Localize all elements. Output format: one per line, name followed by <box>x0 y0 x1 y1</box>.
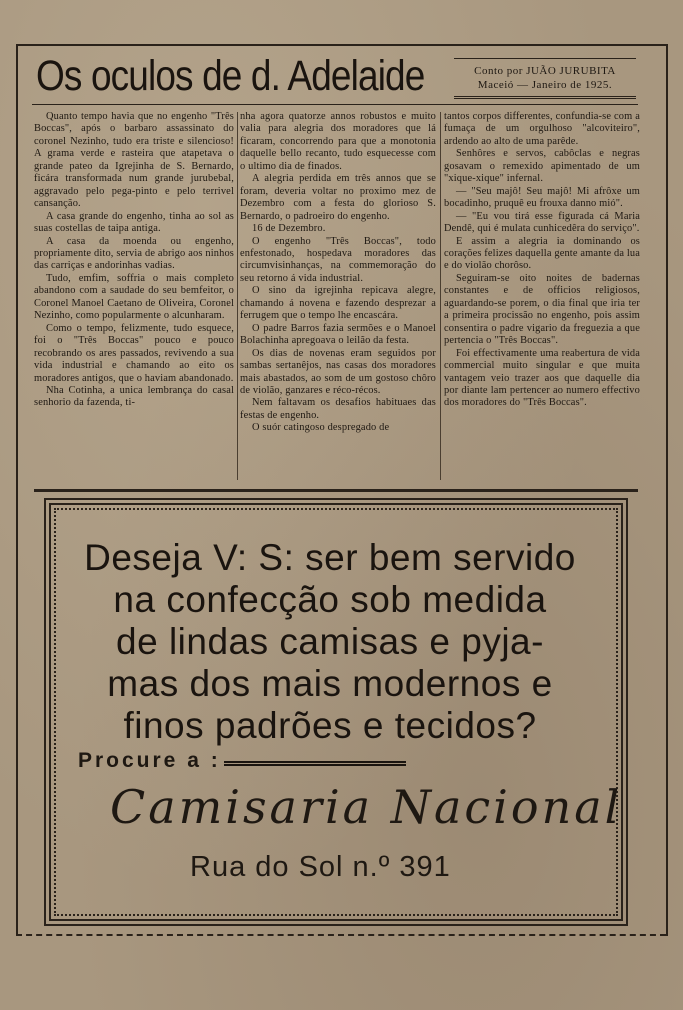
paragraph: — "Eu vou tirá esse figurada cá Maria Dendê, qui é mulata cunhicedêra do serviço". <box>444 210 640 235</box>
paragraph: Tudo, emfim, soffria o mais completo abandono com a saudade do seu bemfeitor, o Coronel Manoel Caetano de Oliveira, Coronel Nezinho, como popularmente o alcunharam. <box>34 272 234 322</box>
paragraph: Quanto tempo havia que no engenho "Três Boccas", após o barbaro assassinato do coronel Nezinho, tudo era triste e silencioso! A grama verde e rasteira que atapetava o grande pateo da Igrejinha de S. Bernardo, ficára transformada num grande jurubebal, aggravado pelo pega-pinto e pelo terrivel cansanção. <box>34 111 234 210</box>
ad-procure-label: Procure a : <box>78 749 221 772</box>
top-rule <box>16 44 666 46</box>
ad-headline-line: finos padrões e tecidos? <box>123 705 537 746</box>
paragraph: Seguiram-se oito noites de badernas constantes e de officios religiosos, aguardando-se porem, o dia final que iria ter a primeira procissão no engenho, pois assim consentira o padre vigario da freguezia a que pertencia o "Três Boccas". <box>444 272 640 347</box>
title-rule <box>32 104 638 105</box>
paragraph: — "Seu majô! Seu majô! Mi afrôxe um bocadinho, pruquê eu frouxa danno mió". <box>444 185 640 210</box>
paragraph: O engenho "Três Boccas", todo enfestonado, hospedava moradores das circumvisinhanças, na commemoração do seu retorno á vida industrial. <box>240 235 436 284</box>
paragraph: Senhôres e servos, cabôclas e negras gosavam o remexido apimentado de um "xique-xique" infernal. <box>444 148 640 185</box>
column-divider <box>237 112 238 480</box>
byline-author: Conto por JUÃO JURUBITA <box>474 65 616 77</box>
paragraph: nha agora quatorze annos robustos e muito valia para alegria dos moradores que lá ficaram, concorrendo para que a monotonia daquelle bello recanto, tudo esquecesse com o ultimo dia de finados. <box>240 111 436 172</box>
ad-headline-line: de lindas camisas e pyja- <box>116 621 544 662</box>
paragraph: Os dias de novenas eram seguidos por sambas sertanêjos, nas casas dos moradores mais abastados, ao som de um gostoso chôro de violão, ganzares e réco-récos. <box>240 347 436 396</box>
bottom-rule <box>16 934 666 936</box>
paragraph: tantos corpos differentes, confundia-se com a fumaça de um orgulhoso "alcoviteiro", ardendo ao alto de uma parêde. <box>444 111 640 147</box>
byline-place-date: Maceió — Janeiro de 1925. <box>477 79 613 91</box>
article-column-3 <box>444 111 640 481</box>
paragraph: Foi effectivamente uma reabertura de vida commercial muito singular e que muita vantagem veio trazer aos que daquelle dia por diante lam pertencer ao numero effectivo dos moradores do "Três Boccas". <box>444 347 640 409</box>
paragraph: E assim a alegria ia dominando os corações felizes daquella gente amante da lua e do violão chorôso. <box>444 235 640 272</box>
column-divider <box>440 112 441 480</box>
byline-rule-top <box>454 58 636 59</box>
ad-headline-line: Deseja V: S: ser bem servido <box>84 537 576 578</box>
paragraph: O suór catingoso despregado de <box>252 422 390 434</box>
ad-headline-line: mas dos mais modernos e <box>107 663 553 704</box>
article-column-2 <box>240 111 436 481</box>
paragraph: 16 de Dezembro. <box>252 223 326 235</box>
paragraph: A casa grande do engenho, tinha ao sol as suas costellas de taipa antiga. <box>34 210 234 235</box>
ad-shop-name: Camisaria Nacional <box>110 780 623 834</box>
ad-address: Rua do Sol n.º 391 <box>190 851 451 883</box>
byline-rule-bottom <box>454 96 636 99</box>
paragraph: Nem faltavam os desafios habituaes das festas de engenho. <box>240 397 436 421</box>
paragraph: Como o tempo, felizmente, tudo esquece, foi o "Três Boccas" pouco e pouco recobrando os ares passados, revivendo a sua vida industrial e chamando ao eito os moradores antigos, que o haviam abandonado. <box>34 322 234 384</box>
ad-procure-rule <box>224 761 406 766</box>
paragraph: O padre Barros fazia sermões e o Manoel Bolachinha apregoava o leilão da festa. <box>240 322 436 347</box>
ad-separator-rule <box>34 489 638 492</box>
ad-headline-line: na confecção sob medida <box>113 579 547 620</box>
article-column-1 <box>34 111 234 481</box>
paragraph: O sino da igrejinha repicava alegre, chamando á novena e fazendo desprezar a ferrugem que o tempo lhe encascára. <box>240 285 436 322</box>
article-title: Os oculos de d. Adelaide <box>36 52 425 100</box>
paragraph: A alegria perdida em três annos que se foram, deveria voltar no proximo mez de Dezembro com a festa do glorioso S. Bernardo, o padroeiro do engenho. <box>240 173 436 222</box>
article-byline <box>454 64 636 92</box>
paragraph: A casa da moenda ou engenho, propriamente dito, servia de abrigo aos ninhos das carriças e andorinhas vadias. <box>34 235 234 272</box>
paragraph: Nha Cotinha, a unica lembrança do casal senhorio da fazenda, ti- <box>34 384 234 409</box>
